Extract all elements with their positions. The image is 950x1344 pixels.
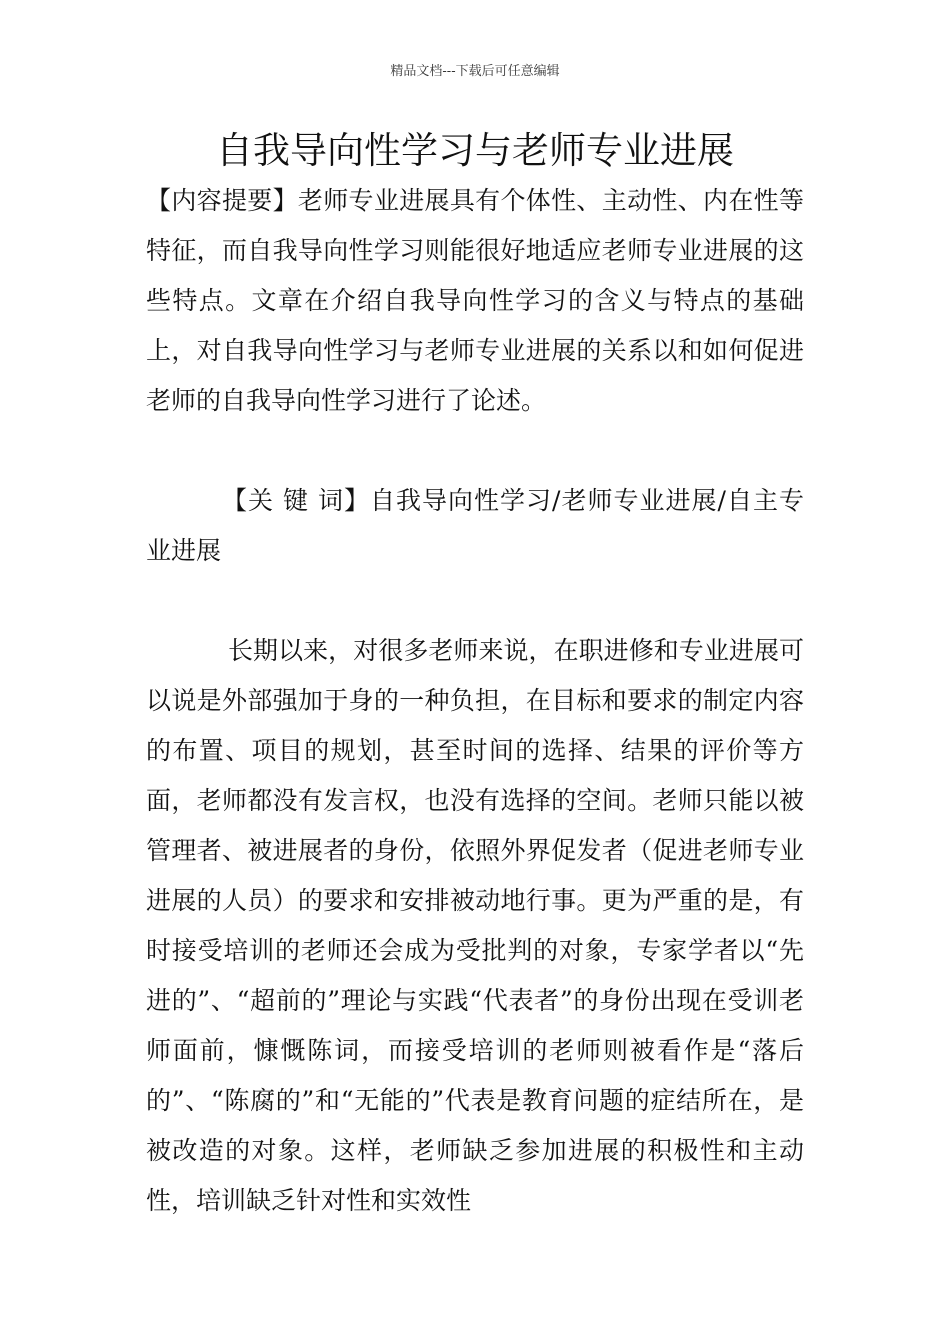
keywords-paragraph: 【关 键 词】自我导向性学习/老师专业进展/自主专业进展 [146, 486, 804, 565]
document-title: 自我导向性学习与老师专业进展 [216, 129, 734, 172]
body-paragraph: 长期以来，对很多老师来说，在职进修和专业进展可以说是外部强加于身的一种负担，在目标和要求的制定内容的布置、项目的规划，甚至时间的选择、结果的评价等方面，老师都没有发言权，也没有选择的空间。老师只能以被管理者、被进展者的身份，依照外界促发者（促进老师专业进展的人员）的要求和安排被动地行事。更为严重的是，有时接受培训的老师还会成为受批判的对象，专家学者以“先进的”、“超前的”理论与实践“代表者”的身份出现在受训老师面前，慷慨陈词，而接受培训的老师则被看作是“落后的”、“陈腐的”和“无能的”代表是教育问题的症结所在，是被改造的对象。这样，老师缺乏参加进展的积极性和主动性，培训缺乏针对性和实效性 [146, 636, 804, 1215]
document-body [146, 176, 804, 1226]
abstract-paragraph: 【内容提要】老师专业进展具有个体性、主动性、内在性等特征，而自我导向性学习则能很好地适应老师专业进展的这些特点。文章在介绍自我导向性学习的含义与特点的基础上，对自我导向性学习与老师专业进展的关系以和如何促进老师的自我导向性学习进行了论述。 [146, 186, 804, 415]
header-note: 精品文档---下载后可任意编辑 [390, 64, 560, 79]
